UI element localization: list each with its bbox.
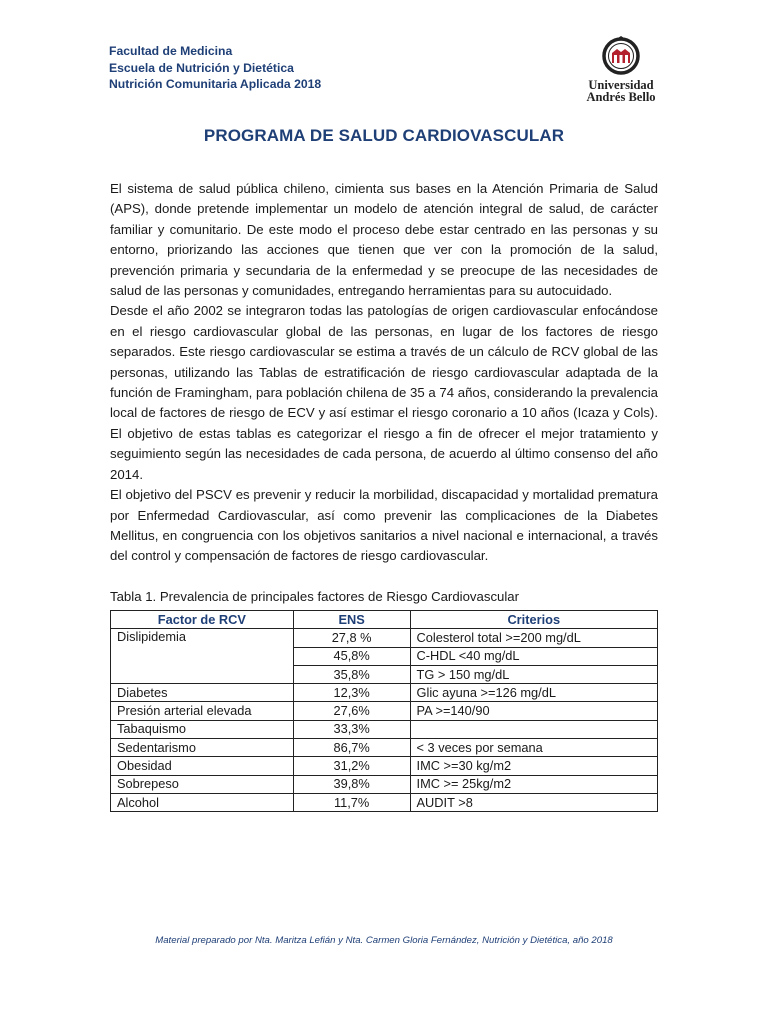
header-ens: ENS <box>293 611 410 629</box>
factor-cell: Tabaquismo <box>111 720 294 738</box>
ens-cell: 31,2% <box>293 757 410 775</box>
paragraph-aps: El sistema de salud pública chileno, cimienta sus bases en la Atención Primaria de Salud (APS), donde pretende implementar un modelo de atención integral de salud, de carácter familiar y comunitario. De este modo el proceso debe estar centrado en las personas y su entorno, priorizando las acciones que tienen que ver con la promoción de la salud, prevención primaria y secundaria de la enfermedad y se preocupe de las necesidades de salud de las personas y comunidades, entregando herramientas para su autocuidado. <box>110 181 658 299</box>
header-line-course: Nutrición Comunitaria Aplicada 2018 <box>109 77 322 91</box>
criterio-cell: TG > 150 mg/dL <box>410 665 657 683</box>
paragraph-pscv-objective: El objetivo del PSCV es prevenir y reducir la morbilidad, discapacidad y mortalidad prematura por Enfermedad Cardiovascular, así como prevenir las complicaciones de la Diabetes Mellitus, en congruencia con los objetivos sanitarios a nivel nacional e internacional, a través del control y compensación de factores de riesgo cardiovascular. <box>110 487 658 564</box>
factor-cell: Sedentarismo <box>111 739 294 757</box>
criterio-cell: AUDIT >8 <box>410 793 657 811</box>
criterio-cell <box>410 720 657 738</box>
rcv-prevalence-table <box>110 610 658 812</box>
logo-text-line1: Universidad <box>588 78 654 92</box>
crest-icon <box>602 36 640 78</box>
body-text <box>110 179 658 567</box>
faculty-header <box>109 43 321 93</box>
ens-cell: 39,8% <box>293 775 410 793</box>
factor-cell: Sobrepeso <box>111 775 294 793</box>
criterio-cell: C-HDL <40 mg/dL <box>410 647 657 665</box>
footer-credit: Material preparado por Nta. Maritza Lefián y Nta. Carmen Gloria Fernández, Nutrición y Dietética, año 2018 <box>155 935 613 946</box>
criterio-cell: Colesterol total >=200 mg/dL <box>410 629 657 647</box>
table-row <box>111 720 658 738</box>
table-row <box>111 684 658 702</box>
logo-text-line2: Andrés Bello <box>586 90 656 104</box>
document-title: PROGRAMA DE SALUD CARDIOVASCULAR <box>203 126 565 145</box>
ens-cell: 35,8% <box>293 665 410 683</box>
factor-cell: Diabetes <box>111 684 294 702</box>
table-row <box>111 702 658 720</box>
criterio-cell: PA >=140/90 <box>410 702 657 720</box>
header-factor: Factor de RCV <box>111 611 294 629</box>
table-row <box>111 629 658 647</box>
ens-cell: 11,7% <box>293 793 410 811</box>
table-row <box>111 775 658 793</box>
ens-cell: 27,8 % <box>293 629 410 647</box>
header-line-faculty: Facultad de Medicina <box>109 44 233 58</box>
table-row <box>111 757 658 775</box>
table-row <box>111 793 658 811</box>
ens-cell: 86,7% <box>293 739 410 757</box>
table-caption: Tabla 1. Prevalencia de principales factores de Riesgo Cardiovascular <box>110 589 520 604</box>
table-header-row <box>111 611 658 629</box>
ens-cell: 33,3% <box>293 720 410 738</box>
factor-cell: Dislipidemia <box>111 629 294 684</box>
factor-cell: Presión arterial elevada <box>111 702 294 720</box>
table-row <box>111 739 658 757</box>
ens-cell: 45,8% <box>293 647 410 665</box>
paragraph-rcv-history: Desde el año 2002 se integraron todas las patologías de origen cardiovascular enfocándose en el riesgo cardiovascular global de las personas, en lugar de los factores de riesgo separados. Este riesgo cardiovascular se estima a través de un cálculo de RCV global de las personas, utilizando las Tablas de estratificación de riesgo cardiovascular adaptada de la función de Framingham, para población chilena de 35 a 74 años, considerando la prevalencia local de factores de riesgo de ECV y así estimar el riesgo coronario a 10 años (Icaza y Cols). El objetivo de estas tablas es categorizar el riesgo a fin de ofrecer el mejor tratamiento y seguimiento según las necesidades de cada persona, de acuerdo al último consenso del año 2014. <box>110 303 658 482</box>
header-criterios: Criterios <box>410 611 657 629</box>
criterio-cell: < 3 veces por semana <box>410 739 657 757</box>
header-line-school: Escuela de Nutrición y Dietética <box>109 60 294 75</box>
criterio-cell: IMC >= 25kg/m2 <box>410 775 657 793</box>
ens-cell: 27,6% <box>293 702 410 720</box>
university-logo <box>580 36 662 106</box>
ens-cell: 12,3% <box>293 684 410 702</box>
factor-cell: Obesidad <box>111 757 294 775</box>
criterio-cell: Glic ayuna >=126 mg/dL <box>410 684 657 702</box>
factor-cell: Alcohol <box>111 793 294 811</box>
criterio-cell: IMC >=30 kg/m2 <box>410 757 657 775</box>
